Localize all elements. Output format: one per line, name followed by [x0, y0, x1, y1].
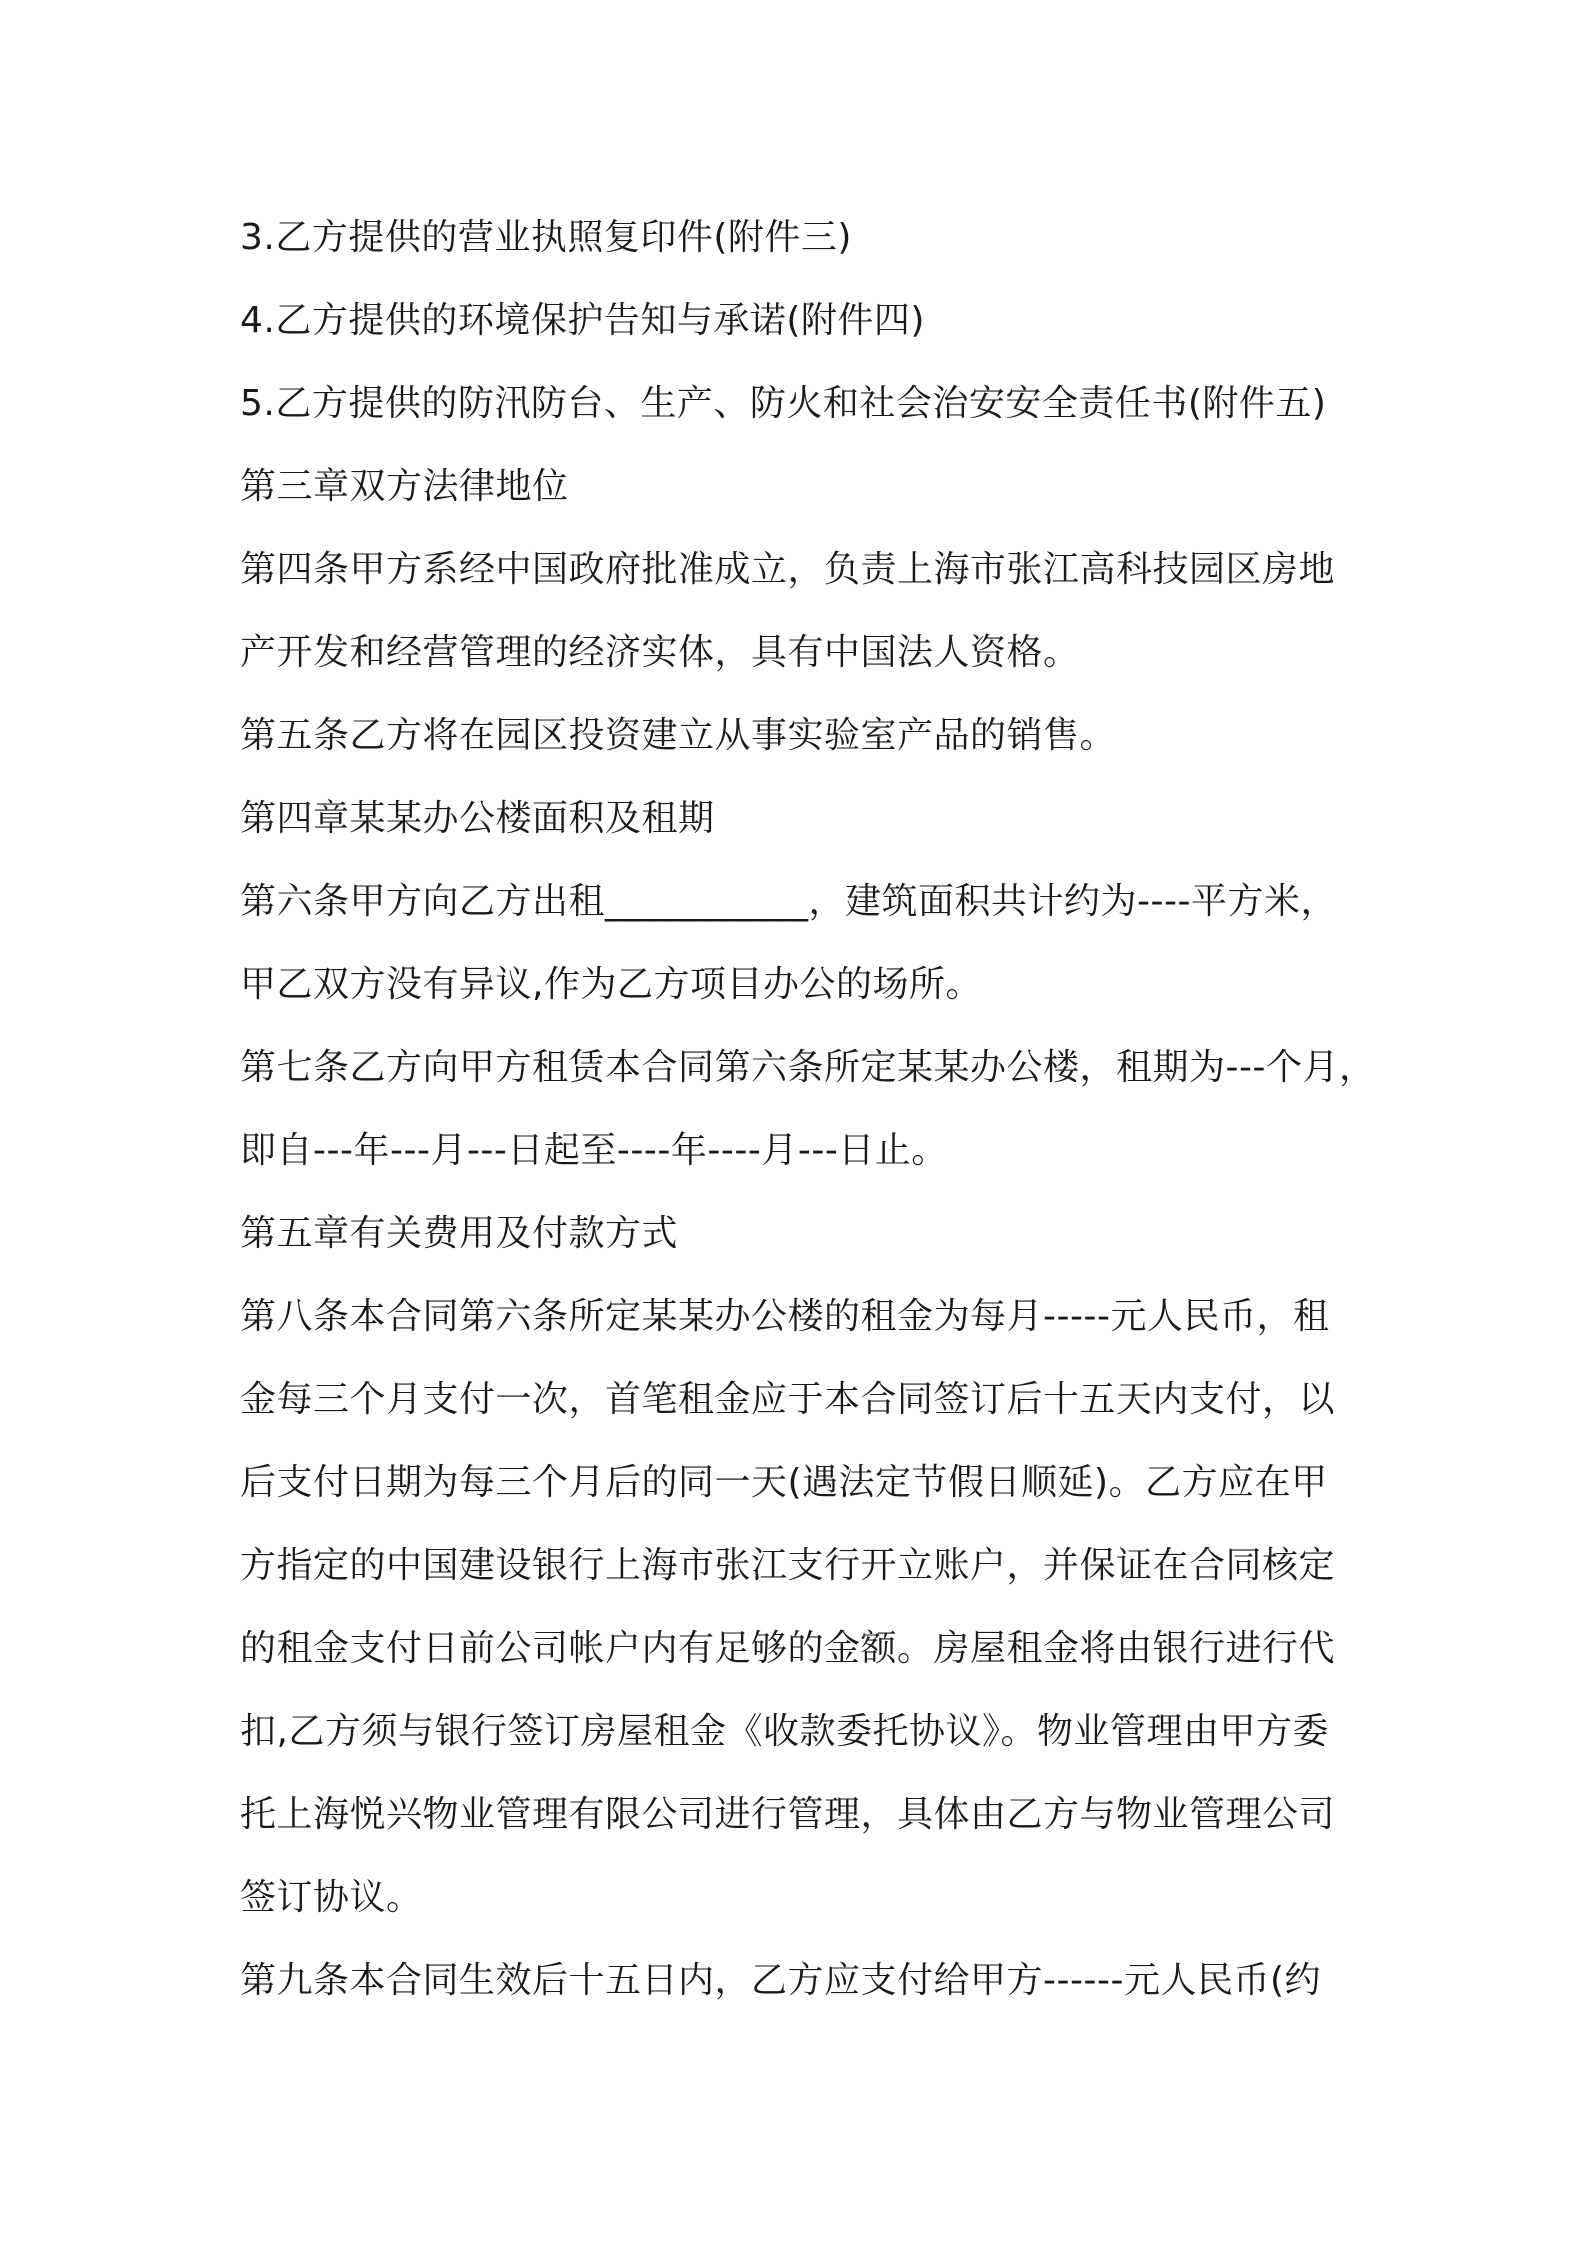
attachment-item-3: 3.乙方提供的营业执照复印件(附件三) [240, 217, 852, 258]
article-4-line-1: 第四条甲方系经中国政府批准成立，负责上海市张江高科技园区房地 [240, 549, 1336, 590]
article-5: 第五条乙方将在园区投资建立从事实验室产品的销售。 [240, 715, 1117, 756]
chapter-5-heading: 第五章有关费用及付款方式 [240, 1213, 679, 1254]
article-8-line-8: 签订协议。 [240, 1877, 423, 1918]
article-8-line-2: 金每三个月支付一次，首笔租金应于本合同签订后十五天内支付，以 [240, 1379, 1336, 1420]
article-6-line-1: 第六条甲方向乙方出租___________，建筑面积共计约为----平方米， [240, 881, 1337, 922]
document-body [240, 196, 1376, 2022]
attachment-item-5: 5.乙方提供的防汛防台、生产、防火和社会治安安全责任书(附件五) [240, 383, 1327, 424]
article-6-line-2: 甲乙双方没有异议,作为乙方项目办公的场所。 [240, 964, 982, 1005]
article-8-line-4: 方指定的中国建设银行上海市张江支行开立账户，并保证在合同核定 [240, 1545, 1336, 1586]
article-8-line-7: 托上海悦兴物业管理有限公司进行管理，具体由乙方与物业管理公司 [240, 1794, 1336, 1835]
article-7-line-2: 即自---年---月---日起至----年----月---日止。 [240, 1130, 948, 1171]
article-7-line-1: 第七条乙方向甲方租赁本合同第六条所定某某办公楼，租期为---个月， [240, 1047, 1376, 1088]
article-8-line-5: 的租金支付日前公司帐户内有足够的金额。房屋租金将由银行进行代 [240, 1628, 1336, 1669]
article-4-line-2: 产开发和经营管理的经济实体，具有中国法人资格。 [240, 632, 1080, 673]
chapter-3-heading: 第三章双方法律地位 [240, 466, 569, 507]
chapter-4-heading: 第四章某某办公楼面积及租期 [240, 798, 715, 839]
attachment-item-4: 4.乙方提供的环境保护告知与承诺(附件四) [240, 300, 925, 341]
article-8-line-6: 扣,乙方须与银行签订房屋租金《收款委托协议》。物业管理由甲方委 [240, 1711, 1329, 1752]
article-8-line-3: 后支付日期为每三个月后的同一天(遇法定节假日顺延)。乙方应在甲 [240, 1462, 1328, 1503]
article-8-line-1: 第八条本合同第六条所定某某办公楼的租金为每月-----元人民币，租 [240, 1296, 1330, 1337]
article-9-line-1: 第九条本合同生效后十五日内，乙方应支付给甲方------元人民币(约 [240, 1960, 1321, 2001]
